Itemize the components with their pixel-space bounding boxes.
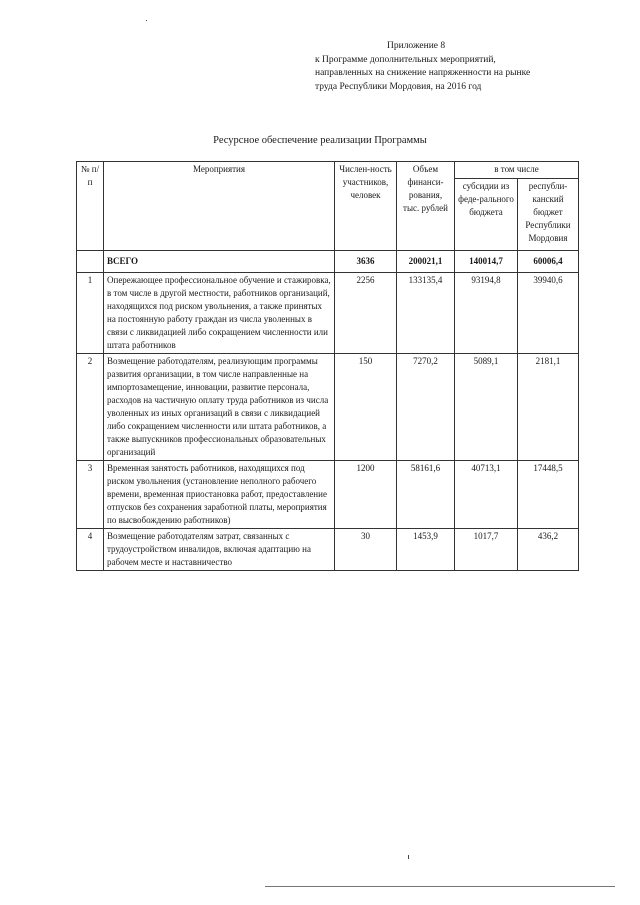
header-volume: Объем финанси-рования, тыс. рублей: [397, 162, 455, 251]
total-row: [77, 251, 579, 273]
row-republic: 39940,6: [518, 273, 579, 354]
row-republic: 436,2: [518, 529, 579, 571]
appendix-line: направленных на снижение напряженности на рынке: [315, 68, 531, 78]
resources-table: [76, 161, 579, 571]
row-num: 3: [77, 461, 104, 529]
row-federal: 93194,8: [455, 273, 518, 354]
appendix-line: труда Республики Мордовия, на 2016 год: [315, 81, 482, 92]
total-num-cell: [77, 251, 104, 273]
table-row: [77, 354, 579, 461]
document-title: Ресурсное обеспечение реализации Программы: [213, 135, 427, 146]
header-num: № п/п: [77, 162, 104, 251]
row-participants: 1200: [335, 461, 397, 529]
appendix-line: к Программе дополнительных мероприятий,: [315, 54, 496, 65]
row-activity: Возмещение работодателям, реализующим программы развития организации, в том числе направленные на импортозамещение, инновации, развитие персонала, расходов на частичную оплату труда работников из числа уволенных из иных организаций в связи с ликвидацией либо сокращением численности или штата работников, а также выпускников профессиональных образовательных организаций: [104, 354, 335, 461]
header-federal: субсидии из феде-рального бюджета: [455, 178, 518, 250]
row-num: 4: [77, 529, 104, 571]
appendix-title: Приложение 8: [387, 41, 446, 51]
total-republic: 60006,4: [518, 251, 579, 273]
row-republic: 17448,5: [518, 461, 579, 529]
row-volume: 1453,9: [397, 529, 455, 571]
total-participants: 3636: [335, 251, 397, 273]
row-participants: 2256: [335, 273, 397, 354]
footer-divider: [265, 886, 615, 887]
header-activity: Мероприятия: [104, 162, 335, 251]
row-federal: 5089,1: [455, 354, 518, 461]
table-row: [77, 529, 579, 571]
row-activity: Возмещение работодателям затрат, связанных с трудоустройством инвалидов, включая адаптацию на рабочем месте и наставничество: [104, 529, 335, 571]
header-participants: Числен-ность участников, человек: [335, 162, 397, 251]
total-label: ВСЕГО: [104, 251, 335, 273]
row-num: 2: [77, 354, 104, 461]
table-row: [77, 461, 579, 529]
scan-speck: [408, 855, 409, 859]
row-volume: 58161,6: [397, 461, 455, 529]
table-row: [77, 273, 579, 354]
row-federal: 40713,1: [455, 461, 518, 529]
row-num: 1: [77, 273, 104, 354]
row-federal: 1017,7: [455, 529, 518, 571]
total-federal: 140014,7: [455, 251, 518, 273]
row-volume: 133135,4: [397, 273, 455, 354]
header-including: в том числе: [455, 162, 579, 179]
appendix-header: [315, 40, 615, 94]
header-republic: республи-канский бюджет Республики Мордовия: [518, 178, 579, 250]
row-activity: Временная занятость работников, находящихся под риском увольнения (установление неполного рабочего времени, временная приостановка работ, предоставление отпусков без сохранения заработной платы, мероприятия по высвобождению работников): [104, 461, 335, 529]
total-volume: 200021,1: [397, 251, 455, 273]
row-participants: 150: [335, 354, 397, 461]
row-republic: 2181,1: [518, 354, 579, 461]
scan-speck: [146, 20, 147, 21]
row-volume: 7270,2: [397, 354, 455, 461]
row-activity: Опережающее профессиональное обучение и стажировка, в том числе в другой местности, работников организаций, находящихся под риском увольнения, а также принятых на постоянную работу граждан из числа уволенных в связи с ликвидацией либо сокращением численности или штата работников: [104, 273, 335, 354]
row-participants: 30: [335, 529, 397, 571]
